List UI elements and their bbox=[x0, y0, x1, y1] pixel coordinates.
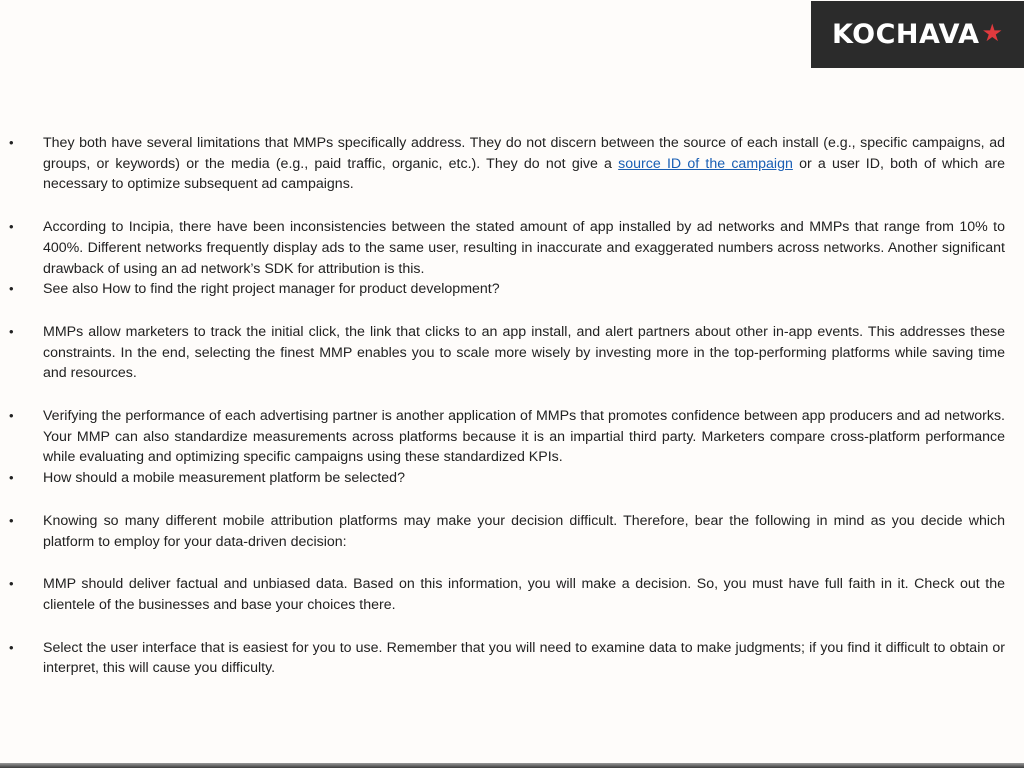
list-item-text-part: They both have several limitations that MMPs specifically address. They do not discern between the source of each install (e.g., specific campaigns, ad groups, or keywords) or the media (e.g., paid traffic, organic, etc.). They do not give a bbox=[43, 135, 1005, 172]
bullet-icon: • bbox=[9, 639, 14, 655]
list-item-text: MMP should deliver factual and unbiased data. Based on this information, you will make a decision. So, you must have full faith in it. Check out the clientele of the businesses and base your choices there. bbox=[43, 576, 1005, 613]
list-item bbox=[8, 468, 1005, 489]
bullet-icon: • bbox=[9, 281, 14, 297]
bullet-icon: • bbox=[9, 470, 14, 486]
bottom-border bbox=[0, 763, 1024, 768]
logo-wordmark: KOCHAVA bbox=[831, 19, 980, 50]
bullet-list bbox=[8, 133, 1005, 679]
list-item-text: Verifying the performance of each advertising partner is another application of MMPs that promotes confidence between app producers and ad networks. Your MMP can also standardize measurements across platforms because it is an impartial third party. Marketers compare cross-platform performance while evaluating and optimizing specific campaigns using these standardized KPIs. bbox=[43, 408, 1005, 466]
list-item bbox=[8, 322, 1005, 384]
list-item-text: See also How to find the right project manager for product development? bbox=[43, 281, 500, 298]
list-item-text bbox=[43, 133, 1005, 195]
bullet-icon: • bbox=[9, 512, 14, 528]
source-id-link[interactable]: source ID of the campaign bbox=[618, 155, 793, 172]
list-item-text: Knowing so many different mobile attribution platforms may make your decision difficult. Therefore, bear the following in mind as you decide which platform to employ for your data-driven decision: bbox=[43, 512, 1005, 550]
bullet-icon: • bbox=[9, 576, 14, 592]
bullet-icon: • bbox=[9, 219, 14, 235]
list-item bbox=[8, 511, 1005, 552]
bullet-icon: • bbox=[9, 323, 14, 339]
bullet-icon: • bbox=[9, 408, 14, 424]
list-item bbox=[8, 279, 1005, 300]
list-item-text: According to Incipia, there have been inconsistencies between the stated amount of app installed by ad networks and MMPs that range from 10% to 400%. Different networks frequently display ads to the same user, resulting in inaccurate and exaggerated numbers across networks. Another significant drawback of using an ad network’s SDK for attribution is this. bbox=[43, 219, 1005, 277]
kochava-logo bbox=[811, 1, 1024, 68]
list-item-text-part: or a user ID, both of which are necessary to optimize subsequent ad campaigns. bbox=[43, 155, 1005, 193]
list-item-text: Select the user interface that is easiest for you to use. Remember that you will need to examine data to make judgments; if you find it difficult to obtain or interpret, this will cause you difficulty. bbox=[43, 639, 1005, 677]
list-item bbox=[8, 638, 1005, 679]
list-item bbox=[8, 217, 1005, 279]
bullet-icon: • bbox=[9, 135, 14, 150]
list-item bbox=[8, 133, 1005, 195]
star-icon: ★ bbox=[981, 20, 1004, 47]
list-item bbox=[8, 574, 1005, 615]
list-item bbox=[8, 406, 1005, 468]
list-item-text: MMPs allow marketers to track the initial click, the link that clicks to an app install, and alert partners about other in-app events. This addresses these constraints. In the end, selecting the finest MMP enables you to scale more wisely by investing more in the top-performing platforms while saving time and resources. bbox=[43, 323, 1005, 382]
list-item-text: How should a mobile measurement platform be selected? bbox=[43, 470, 405, 487]
